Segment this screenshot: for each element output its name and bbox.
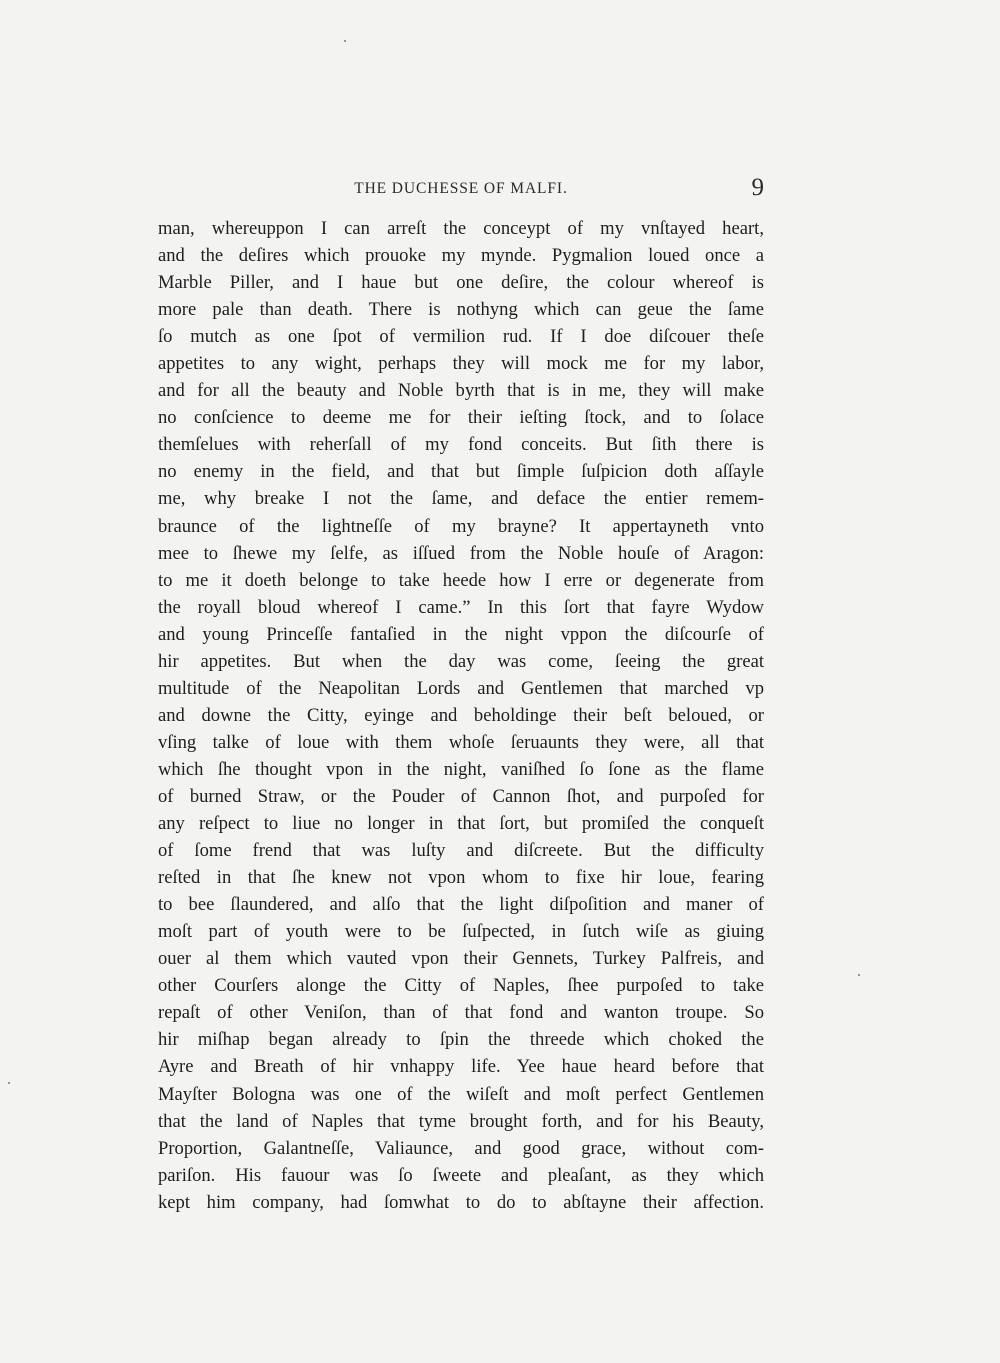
text-line: and the deſires which prouoke my mynde. Pygmalion loued once a [158,245,764,267]
text-line: pariſon. His fauour was ſo ſweete and pleaſant, as they which [158,1164,764,1186]
text-line: moſt part of youth were to be ſuſpected, in ſutch wiſe as giuing [158,921,764,943]
text-line: no conſcience to deeme me for their ieſting ſtock, and to ſolace [158,407,764,429]
text-line: the royall bloud whereof I came.” In this ſort that fayre Wydow [158,596,764,618]
text-line: and young Princeſſe fantaſied in the night vppon the diſcourſe of [158,623,764,645]
text-line: man, whereuppon I can arreſt the conceypt of my vnſtayed heart, [158,218,764,239]
text-line: Marble Piller, and I haue but one deſire, the colour whereof is [158,272,764,294]
running-title: THE DUCHESSE OF MALFI. [354,180,568,197]
text-line: hir miſhap began already to ſpin the threede which choked the [158,1029,764,1051]
text-line: multitude of the Neapolitan Lords and Gentlemen that marched vp [158,677,764,699]
text-line: of ſome frend that was luſty and diſcreete. But the difficulty [158,840,764,862]
text-line: kept him company, had ſomwhat to do to abſtayne their affection. [158,1191,764,1213]
text-line: reſted in that ſhe knew not vpon whom to fixe hir loue, fearing [158,867,764,889]
text-line: more pale than death. There is nothyng which can geue the ſame [158,299,764,321]
text-line: ſo mutch as one ſpot of vermilion rud. If I doe diſcouer theſe [158,326,764,348]
text-line: hir appetites. But when the day was come, ſeeing the great [158,650,764,672]
text-line: no enemy in the field, and that but ſimple ſuſpicion doth aſſayle [158,461,764,483]
text-line: braunce of the lightneſſe of my brayne? It appertayneth vnto [158,515,764,537]
page-number: 9 [751,174,764,201]
text-line: appetites to any wight, perhaps they will mock me for my labor, [158,353,764,375]
text-line: themſelues with reherſall of my fond conceits. But ſith there is [158,434,764,456]
text-line: ouer al them which vauted vpon their Gennets, Turkey Palfreis, and [158,948,764,970]
paper-speck [344,40,346,42]
text-line: Mayſter Bologna was one of the wiſeſt and moſt perfect Gentlemen [158,1083,764,1105]
text-line: any reſpect to liue no longer in that ſort, but promiſed the conqueſt [158,813,764,835]
text-line: other Courſers alonge the Citty of Naples, ſhee purpoſed to take [158,975,764,997]
text-line: to me it doeth belonge to take heede how I erre or degenerate from [158,569,764,591]
text-line: which ſhe thought vpon in the night, vaniſhed ſo ſone as the flame [158,758,764,780]
body-text [158,215,764,1216]
text-line: and downe the Citty, eyinge and beholdinge their beſt beloued, or [158,704,764,726]
running-head [158,176,764,206]
text-line: to bee ſlaundered, and alſo that the light diſpoſition and maner of [158,894,764,916]
text-line: vſing talke of loue with them whoſe ſeruaunts they were, all that [158,731,764,753]
text-line: that the land of Naples that tyme brought forth, and for his Beauty, [158,1110,764,1132]
text-line: Proportion, Galantneſſe, Valiaunce, and good grace, without com- [158,1137,764,1159]
text-line: and for all the beauty and Noble byrth that is in me, they will make [158,380,764,402]
text-line: mee to ſhewe my ſelfe, as iſſued from the Noble houſe of Aragon: [158,542,764,564]
text-line: Ayre and Breath of hir vnhappy life. Yee haue heard before that [158,1056,764,1078]
paper-speck [858,974,860,976]
text-line: of burned Straw, or the Pouder of Cannon ſhot, and purpoſed for [158,785,764,807]
paper-speck [8,1082,10,1084]
text-line: me, why breake I not the ſame, and deface the entier remem- [158,488,764,510]
text-line: repaſt of other Veniſon, than of that fond and wanton troupe. So [158,1002,764,1024]
